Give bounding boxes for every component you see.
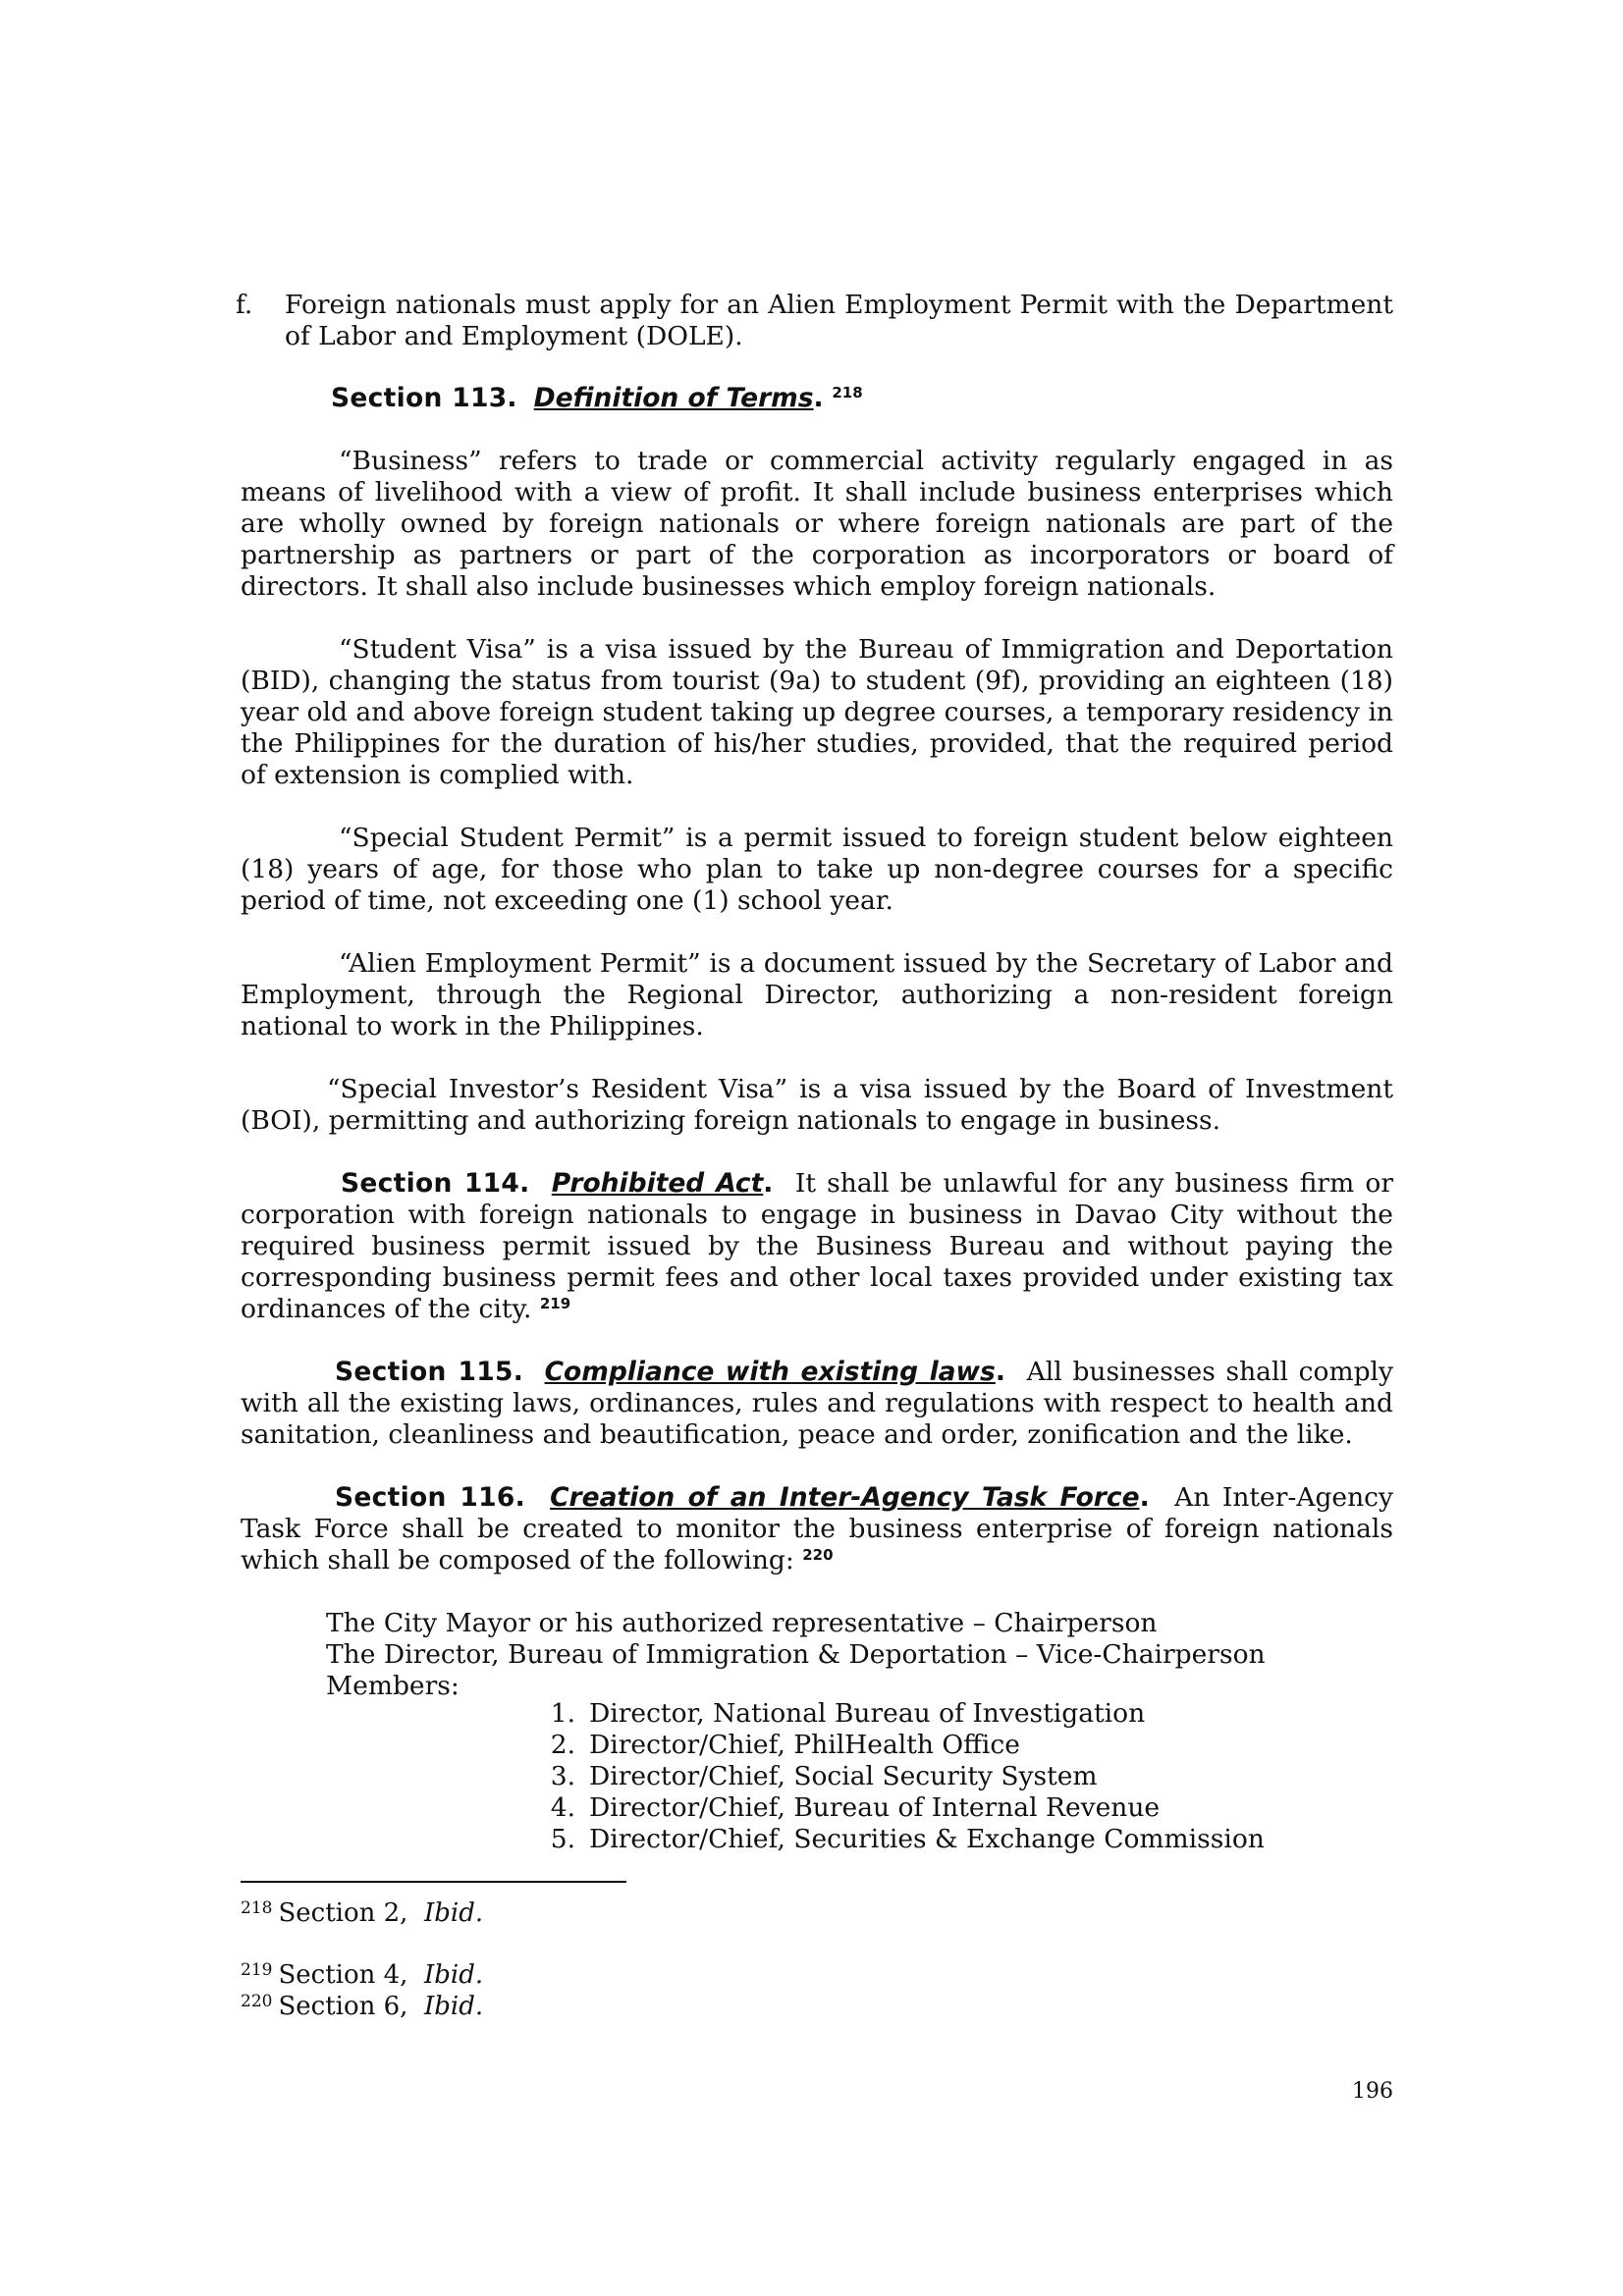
definition-special-student-permit <box>241 823 1393 917</box>
members-label: Members: <box>326 1671 460 1701</box>
section-116-title-end: . <box>1139 1482 1150 1513</box>
section-114-body: It shall be unlawful for any business firm or corporation with foreign nationals to engage in business in Davao City without the required business permit issued by the Business Bureau and without paying the corresponding business permit fees and other local taxes provided under existing tax ordinances of the city. <box>241 1168 1393 1324</box>
list-item <box>530 1824 1265 1855</box>
section-113-title: Definition of Terms <box>533 383 814 413</box>
section-116-title: Creation of an Inter-Agency Task Force <box>550 1482 1140 1513</box>
item-f-text: Foreign nationals must apply for an Alien Employment Permit with the Department of Labor and Employment (DOLE). <box>285 290 1393 351</box>
footnote-ref-218: 218 <box>832 384 863 401</box>
section-116 <box>241 1482 1393 1576</box>
footnote-ibid: Ibid. <box>423 1960 484 1990</box>
footnote-ibid: Ibid. <box>423 1992 484 2021</box>
list-text: Director/Chief, Securities & Exchange Commission <box>589 1824 1265 1854</box>
footnote-ibid: Ibid. <box>423 1898 484 1928</box>
list-item <box>530 1761 1265 1792</box>
list-text: Director/Chief, Social Security System <box>589 1761 1098 1791</box>
chairperson: The City Mayor or his authorized representative – Chairperson <box>326 1608 1158 1638</box>
footnote <box>241 1959 483 1991</box>
definition-business <box>241 446 1393 603</box>
footnote-number: 220 <box>241 1992 273 2011</box>
section-114-label: Section 114. <box>341 1168 530 1199</box>
footnote-ref-220: 220 <box>802 1546 834 1564</box>
list-number: 3. <box>550 1761 575 1791</box>
section-115-label: Section 115. <box>335 1357 524 1387</box>
list-text: Director/Chief, Bureau of Internal Revenue <box>589 1792 1161 1823</box>
task-force-composition <box>326 1608 1393 1702</box>
section-115-title-end: . <box>995 1357 1006 1387</box>
definition-text: “Special Investor’s Resident Visa” is a visa issued by the Board of Investment (BOI), permitting and authorizing foreign nationals to engage in business. <box>241 1074 1393 1136</box>
section-113-label: Section 113. <box>331 383 517 413</box>
members-list <box>530 1698 1265 1855</box>
list-item <box>530 1730 1265 1761</box>
definition-alien-employment-permit <box>241 948 1393 1042</box>
footnote-text: Section 6, <box>278 1992 408 2021</box>
section-116-label: Section 116. <box>335 1482 525 1513</box>
section-116-body: An Inter-Agency Task Force shall be created to monitor the business enterprise of foreign nationals which shall be composed of the following: <box>241 1482 1393 1575</box>
footnote-number: 219 <box>241 1960 273 1980</box>
list-number: 4. <box>550 1792 575 1823</box>
footnote <box>241 1897 483 1929</box>
list-text: Director/Chief, PhilHealth Office <box>589 1730 1020 1760</box>
section-113-heading <box>241 383 1393 414</box>
footnote-text: Section 4, <box>278 1960 408 1990</box>
section-115-title: Compliance with existing laws <box>544 1357 996 1387</box>
definition-special-investor-visa <box>241 1074 1393 1137</box>
section-114-title-end: . <box>763 1168 774 1199</box>
vice-chairperson: The Director, Bureau of Immigration & Deportation – Vice-Chairperson <box>326 1639 1266 1670</box>
section-115-body: All businesses shall comply with all the existing laws, ordinances, rules and regulations with respect to health and sanitation, cleanliness and beautification, peace and order, zonification and the like. <box>241 1357 1393 1450</box>
definition-text: “Alien Employment Permit” is a document issued by the Secretary of Labor and Employment, through the Regional Director, authorizing a non-resident foreign national to work in the Philippines. <box>241 948 1393 1041</box>
footnote <box>241 1991 483 2022</box>
list-number: 1. <box>550 1698 575 1729</box>
list-number: 5. <box>550 1824 575 1854</box>
footnote-ref-219: 219 <box>539 1295 571 1312</box>
page-number: 196 <box>1352 2079 1393 2104</box>
section-115 <box>241 1357 1393 1451</box>
footnote-text: Section 2, <box>278 1898 408 1928</box>
definition-text: “Special Student Permit” is a permit issued to foreign student below eighteen (18) years of age, for those who plan to take up non-degree courses for a specific period of time, not exceeding one (1) school year. <box>241 823 1393 916</box>
definition-text: “Student Visa” is a visa issued by the Bureau of Immigration and Deportation (BID), changing the status from tourist (9a) to student (9f), providing an eighteen (18) year old and above foreign student taking up degree courses, a temporary residency in the Philippines for the duration of his/her studies, provided, that the required period of extension is complied with. <box>241 634 1393 790</box>
section-113-title-end: . <box>813 383 824 413</box>
definition-text: “Business” refers to trade or commercial activity regularly engaged in as means of livelihood with a view of profit. It shall include business enterprises which are wholly owned by foreign nationals or where foreign nationals are part of the partnership as partners or part of the corporation as incorporators or board of directors. It shall also include businesses which employ foreign nationals. <box>241 446 1393 602</box>
list-item <box>530 1792 1265 1824</box>
list-text: Director, National Bureau of Investigation <box>589 1698 1146 1729</box>
section-114 <box>241 1168 1393 1325</box>
footnote-divider <box>241 1881 626 1883</box>
item-f-label: f. <box>236 290 253 320</box>
list-item-f <box>236 290 1393 352</box>
footnote-number: 218 <box>241 1898 273 1918</box>
section-114-title: Prohibited Act <box>551 1168 764 1199</box>
definition-student-visa <box>241 634 1393 791</box>
list-number: 2. <box>550 1730 575 1760</box>
list-item <box>530 1698 1265 1730</box>
